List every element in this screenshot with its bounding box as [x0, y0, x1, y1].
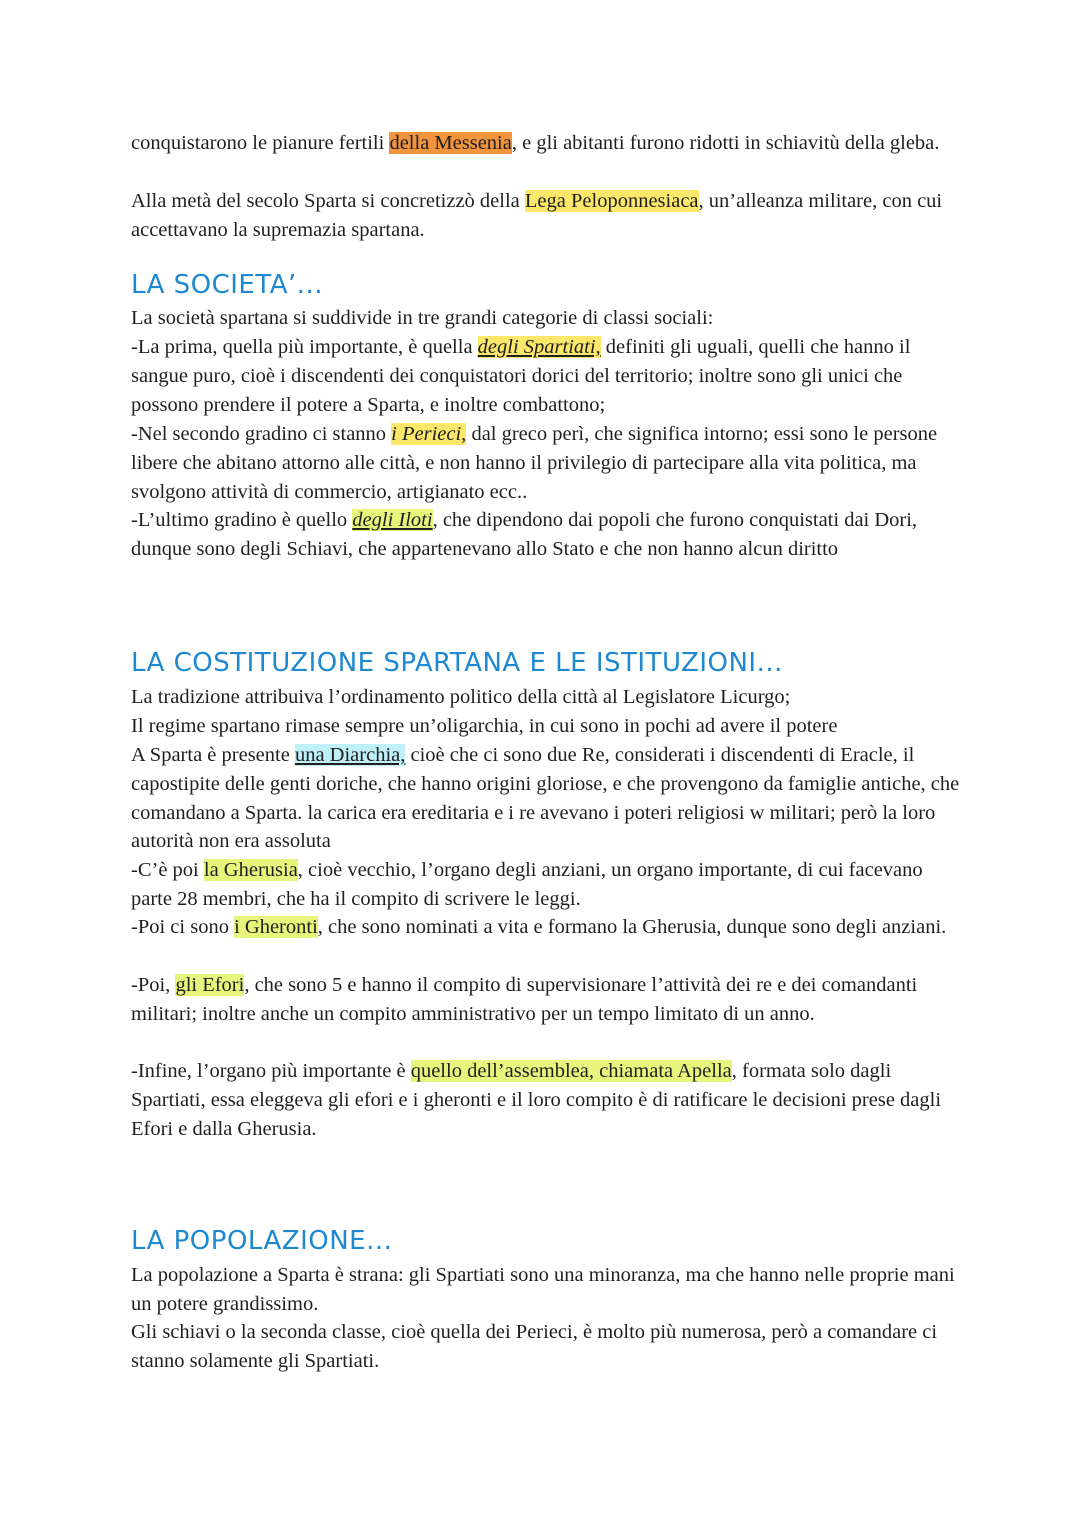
societa-item-perieci: [131, 420, 961, 506]
highlight-spartiati: degli Spartiati,: [477, 336, 601, 358]
text-run: -Infine, l’organo più importante è: [131, 1060, 411, 1082]
costituzione-oligarchia: Il regime spartano rimase sempre un’oligarchia, in cui sono in pochi ad avere il potere: [131, 715, 838, 737]
intro-paragraph-lega: [131, 187, 961, 245]
highlight-gherusia: la Gherusia: [203, 859, 298, 881]
text-run: , che dipendono dai popoli che furono conquistati dai Dori, dunque sono degli Schiavi, che appartenevano allo Stato e che non hanno alcun diritto: [131, 509, 918, 560]
societa-item-spartiati: [131, 333, 961, 419]
text-run: dal greco perì, che significa intorno; essi sono le persone libere che abitano attorno alle città, e non hanno il privilegio di partecipare alla vita politica, ma svolgono attività di commercio, artigianato ecc..: [131, 423, 938, 503]
text-run: -Poi ci sono: [131, 916, 235, 938]
popolazione-schiavi: Gli schiavi o la seconda classe, cioè quella dei Perieci, è molto più numerosa, però a comandare ci stanno solamente gli Spartiati.: [131, 1321, 938, 1372]
costituzione-diarchia: [131, 741, 961, 856]
text-run: , un’alleanza militare, con cui accettavano la supremazia spartana.: [131, 190, 943, 241]
text-run: definiti gli uguali, quelli che hanno il sangue puro, cioè i discendenti dei conquistatori dorici del territorio; inoltre sono gli unici che possono prendere il potere a Sparta, e inoltre combattono;: [131, 336, 911, 416]
highlight-lega-peloponnesiaca: Lega Peloponnesiaca: [524, 190, 699, 212]
text-run: -C’è poi: [131, 859, 204, 881]
costituzione-apella: [131, 1057, 961, 1143]
costituzione-efori: [131, 971, 961, 1029]
costituzione-licurgo: La tradizione attribuiva l’ordinamento politico della città al Legislatore Licurgo;: [131, 686, 791, 708]
text-run: , e gli abitanti furono ridotti in schiavitù della gleba.: [511, 132, 940, 154]
text-run: , che sono 5 e hanno il compito di supervisionare l’attività dei re e dei comandanti militari; inoltre anche un compito amministrativo per un tempo limitato di un anno.: [131, 974, 918, 1025]
highlight-apella: quello dell’assemblea, chiamata Apella: [410, 1060, 732, 1082]
text-run: -Nel secondo gradino ci stanno: [131, 423, 392, 445]
popolazione-minoranza: La popolazione a Sparta è strana: gli Spartiati sono una minoranza, ma che hanno nelle proprie mani un potere grandissimo.: [131, 1264, 955, 1315]
text-run: -La prima, quella più importante, è quella: [131, 336, 478, 358]
highlight-iloti: degli Iloti: [352, 509, 433, 531]
highlight-diarchia: una Diarchia,: [294, 744, 406, 766]
highlight-perieci: i Perieci,: [391, 423, 467, 445]
heading-costituzione: LA COSTITUZIONE SPARTANA E LE ISTITUZIONI...: [131, 648, 783, 678]
societa-item-iloti: [131, 506, 961, 564]
heading-popolazione: LA POPOLAZIONE...: [131, 1226, 393, 1256]
text-run: -L’ultimo gradino è quello: [131, 509, 353, 531]
highlight-messenia: della Messenia: [389, 132, 512, 154]
text-run: A Sparta è presente: [131, 744, 295, 766]
societa-intro: La società spartana si suddivide in tre grandi categorie di classi sociali:: [131, 307, 714, 329]
text-run: , cioè vecchio, l’organo degli anziani, un organo importante, di cui facevano parte 28 membri, che ha il compito di scrivere le leggi.: [131, 859, 923, 910]
highlight-gheronti: i Gheronti: [234, 916, 318, 938]
text-run: cioè che ci sono due Re, considerati i discendenti di Eracle, il capostipite delle genti doriche, che hanno origini gloriose, e che provengono da famiglie antiche, che comandano a Sparta. la carica era ereditaria e i re avevano i poteri religiosi w militari; però la loro autorità non era assoluta: [131, 744, 960, 853]
text-run: , che sono nominati a vita e formano la Gherusia, dunque sono degli anziani.: [317, 916, 947, 938]
costituzione-gherusia: [131, 856, 961, 914]
text-run: -Poi,: [131, 974, 176, 996]
intro-paragraph-messenia: [131, 129, 961, 158]
highlight-efori: gli Efori: [175, 974, 245, 996]
text-run: conquistarono le pianure fertili: [131, 132, 390, 154]
text-run: , formata solo dagli Spartiati, essa eleggeva gli efori e i gheronti e il loro compito è di ratificare le decisioni prese dagli Efori e dalla Gherusia.: [131, 1060, 942, 1140]
costituzione-gheronti: [131, 913, 961, 942]
heading-societa: LA SOCIETA’...: [131, 270, 324, 300]
text-run: Alla metà del secolo Sparta si concretizzò della: [131, 190, 525, 212]
